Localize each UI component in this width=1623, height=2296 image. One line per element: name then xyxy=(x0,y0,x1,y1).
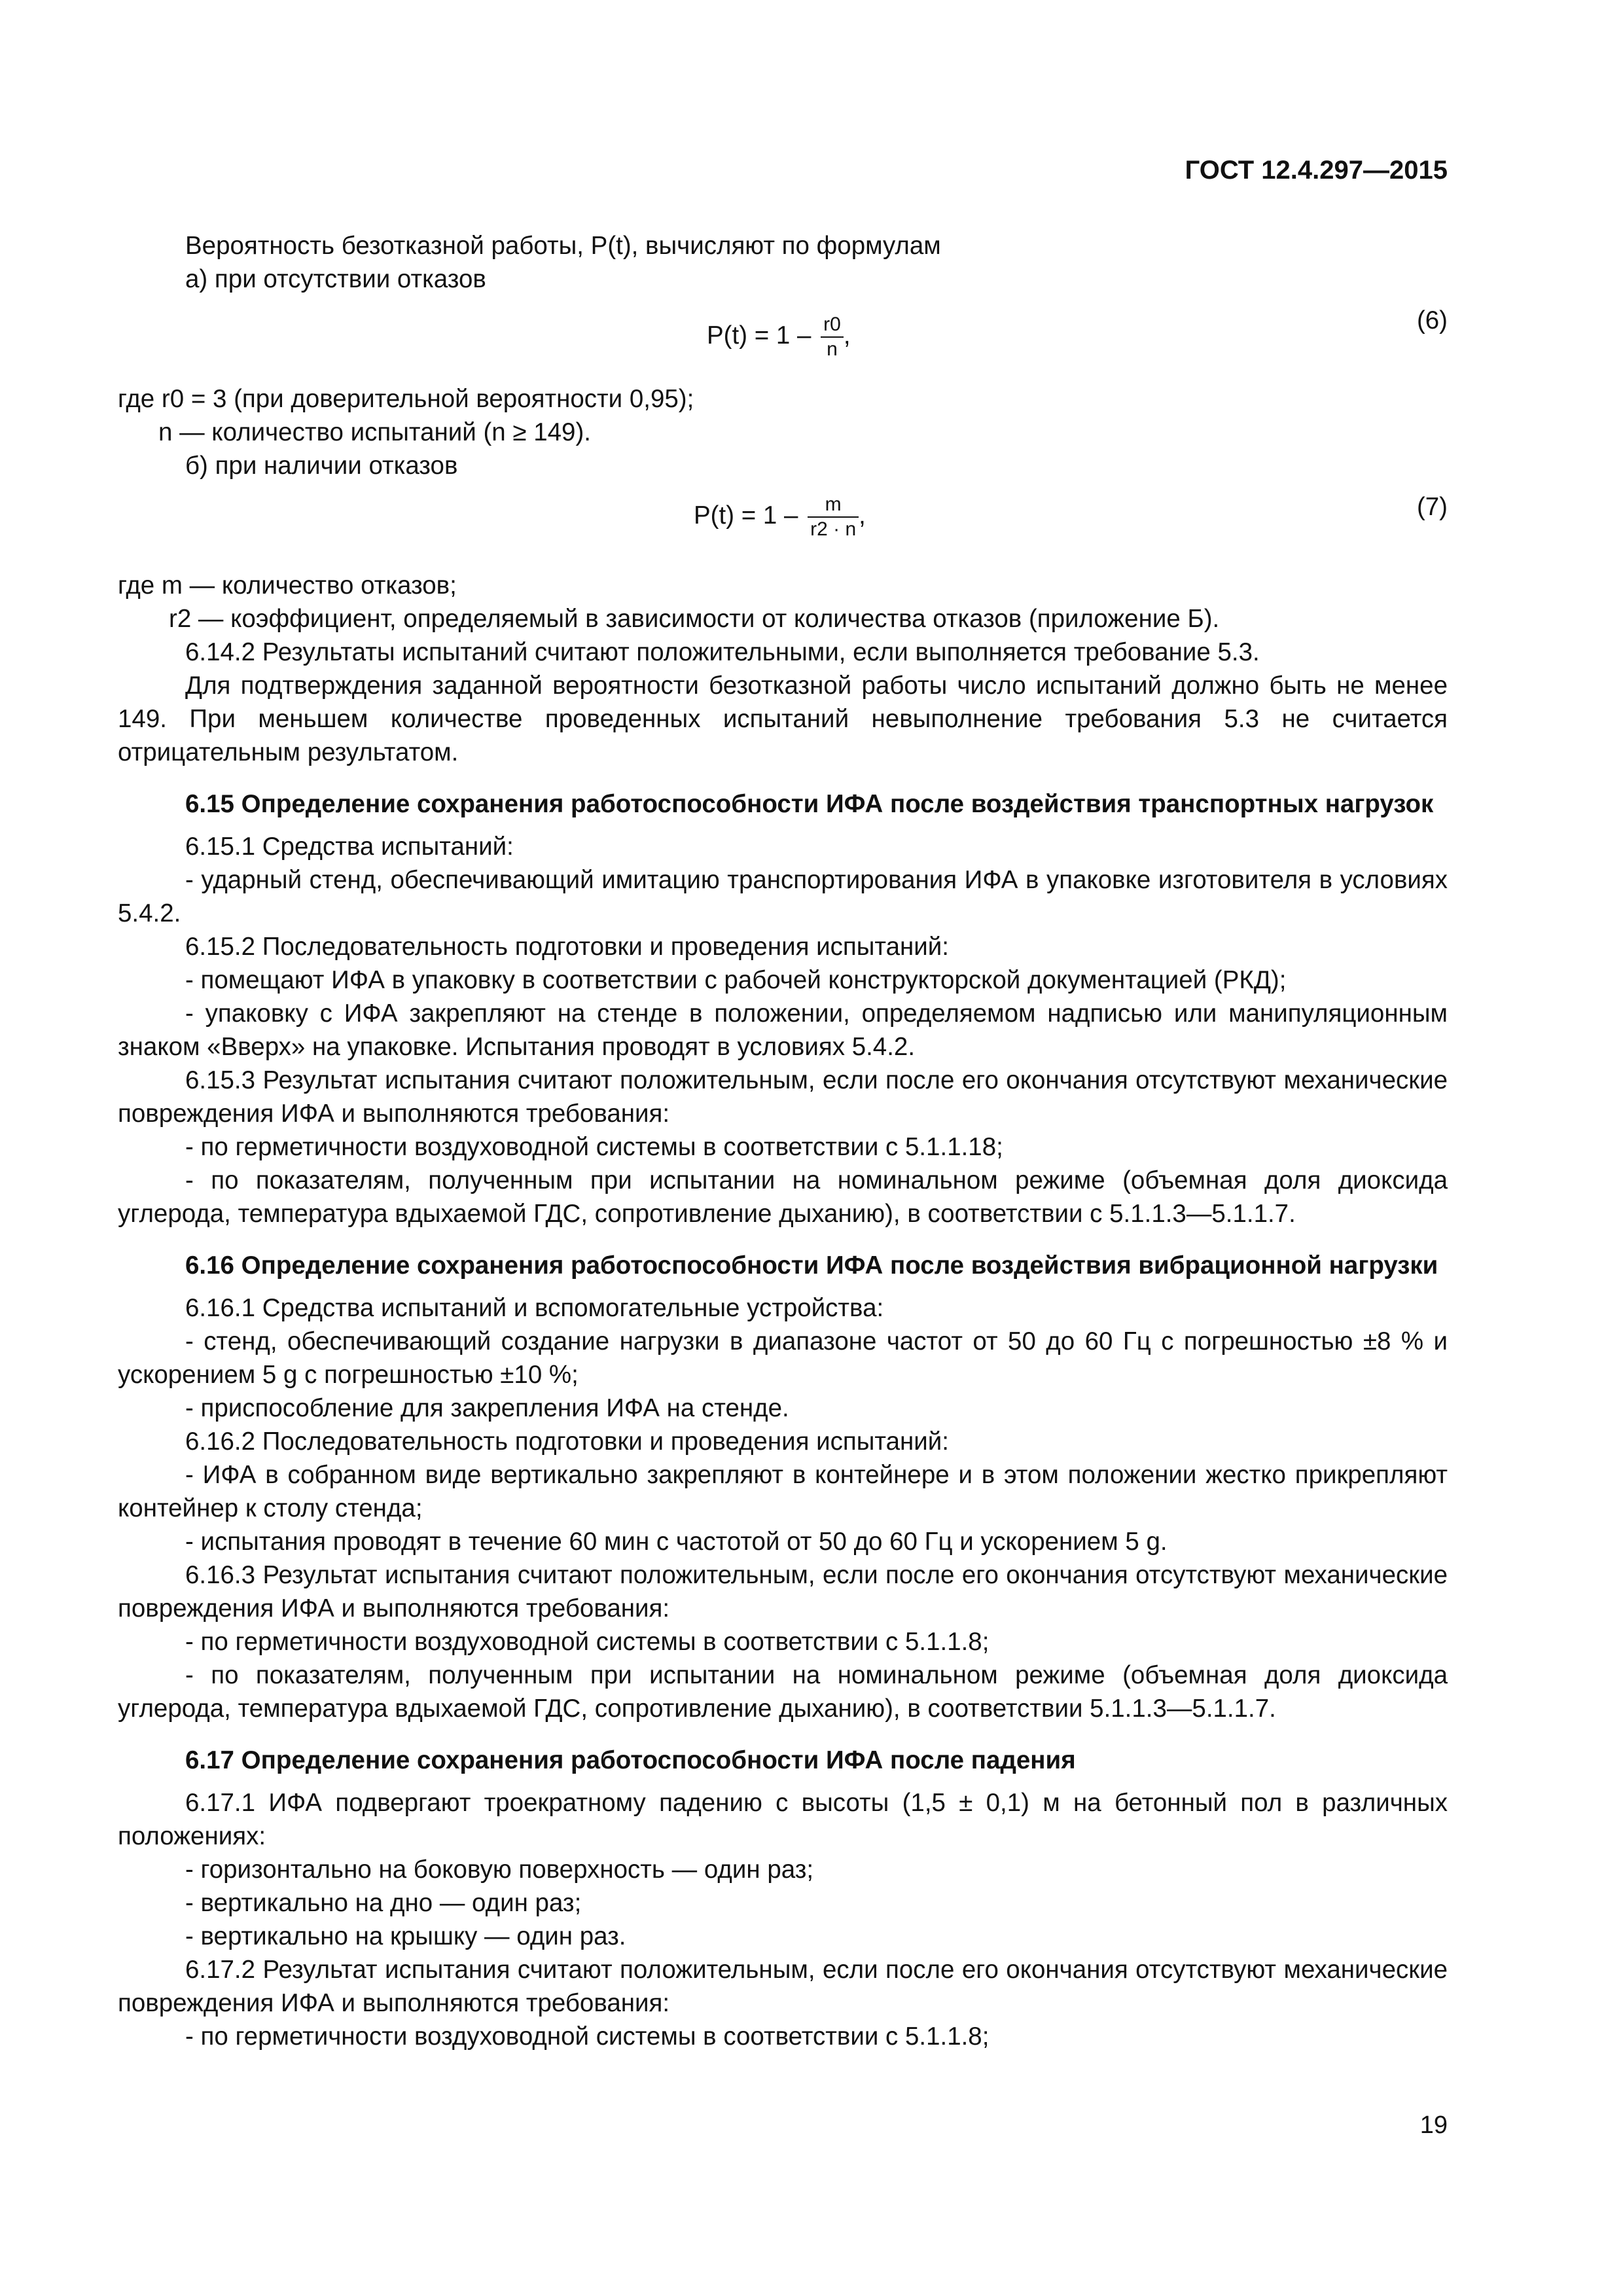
list-item: - вертикально на крышку — один раз. xyxy=(185,1922,626,1950)
clause-6-17-1: 6.17.1 ИФА подвергают троекратному падению с высоты (1,5 ± 0,1) м на бетонный пол в различных положениях: xyxy=(118,1789,1448,1850)
list-item: - по герметичности воздуховодной системы в соответствии с 5.1.1.8; xyxy=(185,1628,990,1656)
where-r0: где r0 = 3 (при доверительной вероятности 0,95); xyxy=(118,385,694,413)
clause-6-16-1: 6.16.1 Средства испытаний и вспомогательные устройства: xyxy=(185,1294,884,1322)
formula-6-denominator: n xyxy=(827,338,838,360)
clause-6-16-2: 6.16.2 Последовательность подготовки и проведения испытаний: xyxy=(185,1427,949,1456)
formula-6-fraction xyxy=(821,313,844,361)
formula-6 xyxy=(118,304,1448,372)
formula-7-numerator: m xyxy=(808,493,859,518)
intro-line: Вероятность безотказной работы, P(t), вычисляют по формулам xyxy=(185,232,941,260)
where-r2: r2 — коэффициент, определяемый в зависимости от количества отказов (приложение Б). xyxy=(169,605,1220,633)
where-m: где m — количество отказов; xyxy=(118,571,457,600)
formula-7-lhs: P(t) = 1 – xyxy=(694,501,798,530)
list-item: - испытания проводят в течение 60 мин с частотой от 50 до 60 Гц и ускорением 5 g. xyxy=(185,1528,1168,1556)
clause-6-16-3: 6.16.3 Результат испытания считают положительным, если после его окончания отсутствуют механические повреждения ИФА и выполняются требования: xyxy=(118,1561,1448,1623)
item-a: а) при отсутствии отказов xyxy=(185,265,486,293)
section-6-17-heading: 6.17 Определение сохранения работоспособности ИФА после падения xyxy=(185,1746,1076,1774)
list-item: - приспособление для закрепления ИФА на стенде. xyxy=(185,1394,789,1422)
formula-6-number: (6) xyxy=(1416,306,1448,334)
list-item: - упаковку с ИФА закрепляют на стенде в положении, определяемом надписью или манипуляционным знаком «Вверх» на упаковке. Испытания проводят в условиях 5.4.2. xyxy=(118,999,1448,1061)
list-item: - по показателям, полученным при испытании на номинальном режиме (объемная доля диоксида углерода, температура вдыхаемой ГДС, сопротивление дыханию), в соответствии 5.1.1.3—5.1.1.7. xyxy=(118,1661,1448,1723)
section-6-15-heading: 6.15 Определение сохранения работоспособности ИФА после воздействия транспортных нагрузок xyxy=(185,790,1434,818)
page-number: 19 xyxy=(1419,2111,1448,2139)
where-n: n — количество испытаний (n ≥ 149). xyxy=(158,418,591,446)
formula-7-expression xyxy=(694,493,866,541)
item-b: б) при наличии отказов xyxy=(185,452,458,480)
list-item: - по герметичности воздуховодной системы в соответствии с 5.1.1.8; xyxy=(185,2022,990,2051)
clause-6-17-2: 6.17.2 Результат испытания считают положительным, если после его окончания отсутствуют механические повреждения ИФА и выполняются требования: xyxy=(118,1956,1448,2017)
list-item: - по показателям, полученным при испытании на номинальном режиме (объемная доля диоксида углерода, температура вдыхаемой ГДС, сопротивление дыханию), в соответствии с 5.1.1.3—5.1.1.7. xyxy=(118,1166,1448,1228)
formula-6-tail: , xyxy=(843,321,851,350)
formula-7-number: (7) xyxy=(1416,493,1448,521)
formula-7 xyxy=(118,490,1448,558)
list-item: - помещают ИФА в упаковку в соответствии с рабочей конструкторской документацией (РКД); xyxy=(185,966,1287,994)
formula-6-expression xyxy=(707,313,851,361)
clause-6-14-2-note: Для подтверждения заданной вероятности безотказной работы число испытаний должно быть не менее 149. При меньшем количестве проведенных испытаний невыполнение требования 5.3 не считается отрицательным результатом. xyxy=(118,672,1448,766)
clause-6-15-2: 6.15.2 Последовательность подготовки и проведения испытаний: xyxy=(185,933,949,961)
formula-6-numerator: r0 xyxy=(821,313,844,338)
list-item: - ИФА в собранном виде вертикально закрепляют в контейнере и в этом положении жестко прикрепляют контейнер к столу стенда; xyxy=(118,1461,1448,1522)
clause-6-14-2: 6.14.2 Результаты испытаний считают положительными, если выполняется требование 5.3. xyxy=(185,638,1260,666)
clause-6-15-3: 6.15.3 Результат испытания считают положительным, если после его окончания отсутствуют механические повреждения ИФА и выполняются требования: xyxy=(118,1066,1448,1128)
section-6-16-heading: 6.16 Определение сохранения работоспособности ИФА после воздействия вибрационной нагрузки xyxy=(185,1251,1438,1280)
list-item: - вертикально на дно — один раз; xyxy=(185,1889,582,1917)
document-code-header: ГОСТ 12.4.297—2015 xyxy=(1185,156,1448,185)
list-item: - горизонтально на боковую поверхность — один раз; xyxy=(185,1856,814,1884)
list-item: - стенд, обеспечивающий создание нагрузки в диапазоне частот от 50 до 60 Гц с погрешностью ±8 % и ускорением 5 g с погрешностью ±10 %; xyxy=(118,1327,1448,1389)
formula-7-fraction xyxy=(808,493,859,541)
clause-6-15-1: 6.15.1 Средства испытаний: xyxy=(185,833,514,861)
document-body xyxy=(118,229,1448,2053)
list-item: - ударный стенд, обеспечивающий имитацию транспортирования ИФА в упаковке изготовителя в условиях 5.4.2. xyxy=(118,866,1448,927)
formula-7-denominator: r2 · n xyxy=(810,518,857,540)
formula-7-tail: , xyxy=(859,501,866,530)
list-item: - по герметичности воздуховодной системы в соответствии с 5.1.1.18; xyxy=(185,1133,1003,1161)
formula-6-lhs: P(t) = 1 – xyxy=(707,321,812,350)
